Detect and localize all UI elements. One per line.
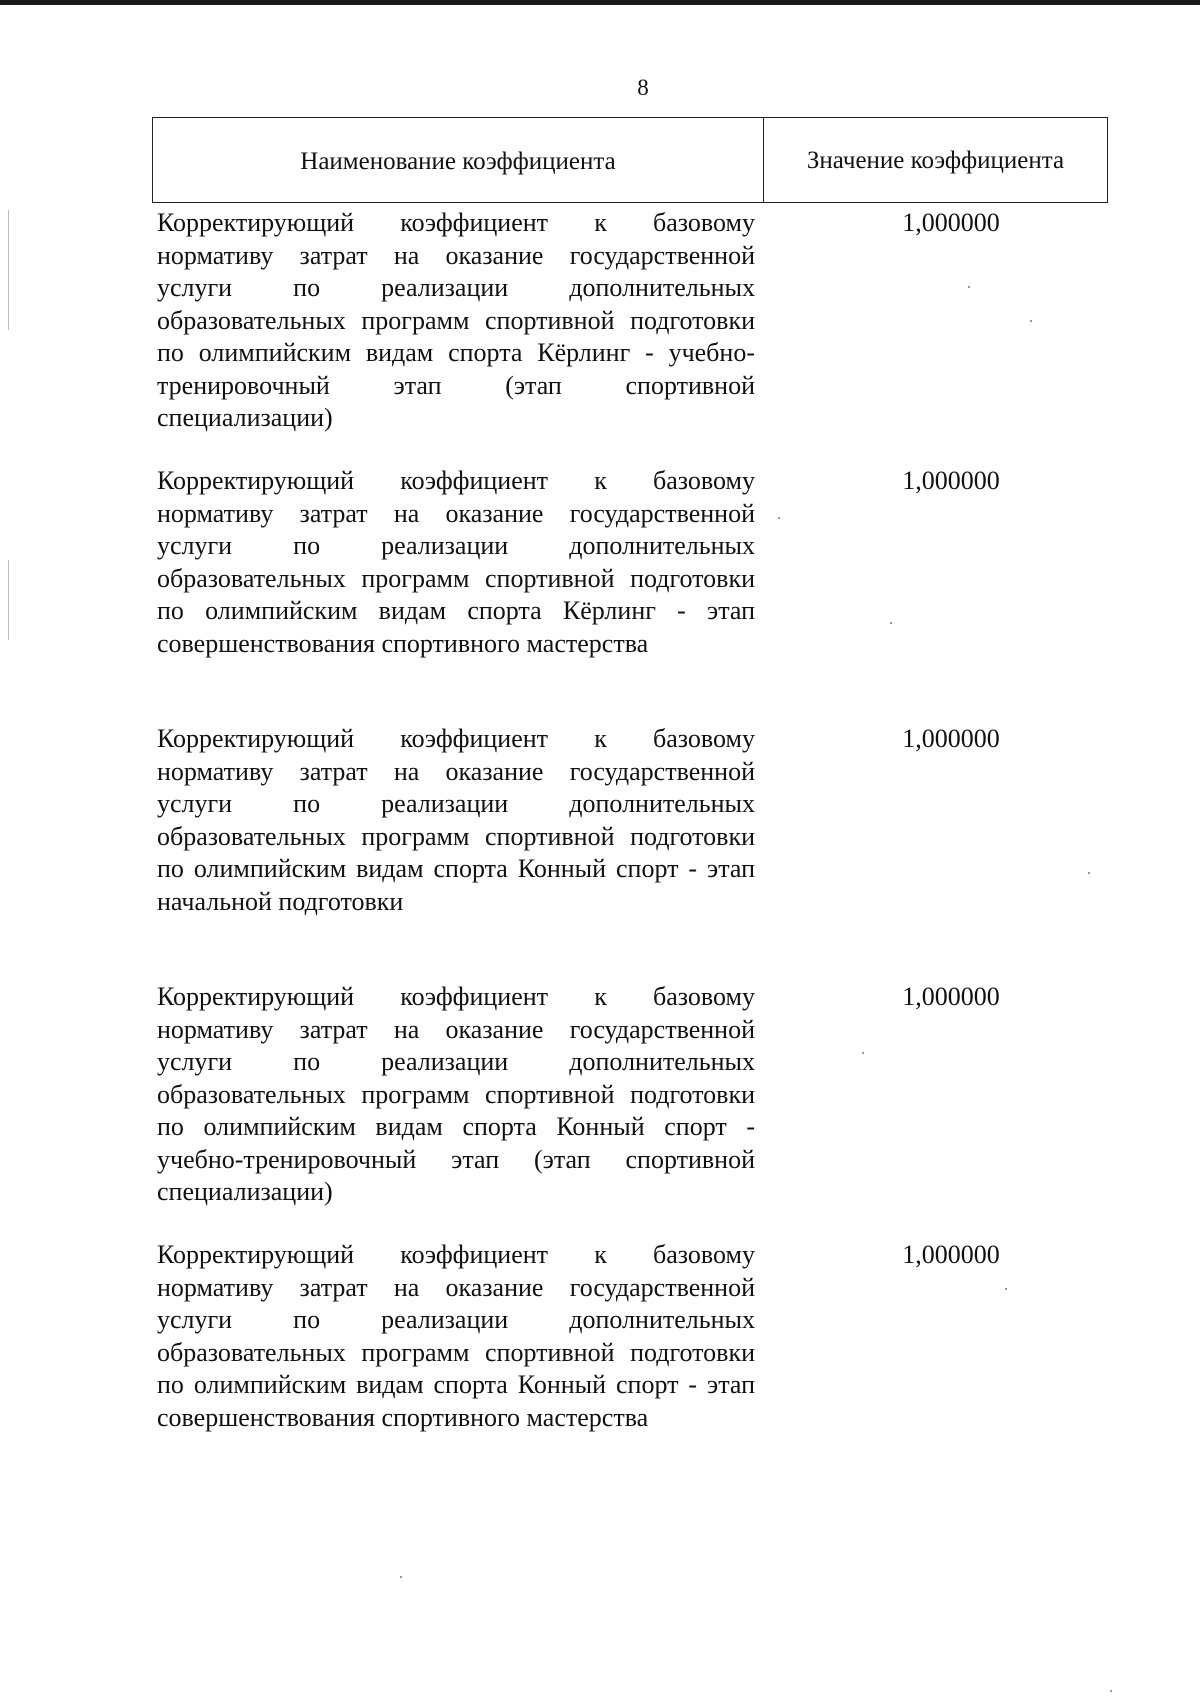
header-coefficient-value: Значение коэффициента	[806, 146, 1065, 174]
coefficient-name: Корректирующий коэффициент к базовому нормативу затрат на оказание государственной услуги по реализации дополнительных образовательных программ спортивной подготовки по олимпийским видам спорта Кёрлинг - этап совершенствования спортивного мастерства	[157, 466, 755, 658]
coefficient-value: 1,000000	[902, 466, 1000, 495]
page-number: 8	[637, 75, 649, 100]
table-row	[157, 981, 1057, 1239]
scan-speck	[400, 1576, 402, 1578]
coefficient-name: Корректирующий коэффициент к базовому нормативу затрат на оказание государственной услуги по реализации дополнительных образовательных программ спортивной подготовки по олимпийским видам спорта Конный спорт - учебно-тренировочный этап (этап спортивной специализации)	[157, 982, 755, 1206]
coefficient-name: Корректирующий коэффициент к базовому нормативу затрат на оказание государственной услуги по реализации дополнительных образовательных программ спортивной подготовки по олимпийским видам спорта Конный спорт - этап начальной подготовки	[157, 724, 755, 916]
scan-speck	[1030, 320, 1032, 322]
scan-speck	[968, 286, 970, 288]
coefficient-name: Корректирующий коэффициент к базовому нормативу затрат на оказание государственной услуги по реализации дополнительных образовательных программ спортивной подготовки по олимпийским видам спорта Кёрлинг - учебно-тренировочный этап (этап спортивной специализации)	[157, 208, 755, 432]
table-row	[157, 723, 1057, 981]
coefficient-name: Корректирующий коэффициент к базовому нормативу затрат на оказание государственной услуги по реализации дополнительных образовательных программ спортивной подготовки по олимпийским видам спорта Конный спорт - этап совершенствования спортивного мастерства	[157, 1240, 755, 1432]
coefficient-value: 1,000000	[902, 982, 1000, 1011]
scan-speck	[1110, 1690, 1112, 1692]
coefficient-value: 1,000000	[902, 724, 1000, 753]
coefficient-value: 1,000000	[902, 208, 1000, 237]
table-row	[157, 207, 1057, 465]
coefficient-rows	[157, 207, 1057, 1497]
scan-top-edge	[0, 0, 1200, 5]
scan-margin-mark	[8, 560, 9, 640]
scan-speck	[1088, 872, 1090, 874]
table-row	[157, 465, 1057, 723]
table-header	[152, 117, 1108, 203]
coefficient-value: 1,000000	[902, 1240, 1000, 1269]
scan-speck	[890, 622, 892, 624]
table-row	[157, 1239, 1057, 1497]
header-coefficient-name: Наименование коэффициента	[153, 118, 764, 202]
scan-speck	[1005, 1288, 1007, 1290]
scan-speck	[862, 1052, 864, 1054]
scan-speck	[778, 517, 780, 519]
scan-margin-mark	[8, 210, 9, 330]
